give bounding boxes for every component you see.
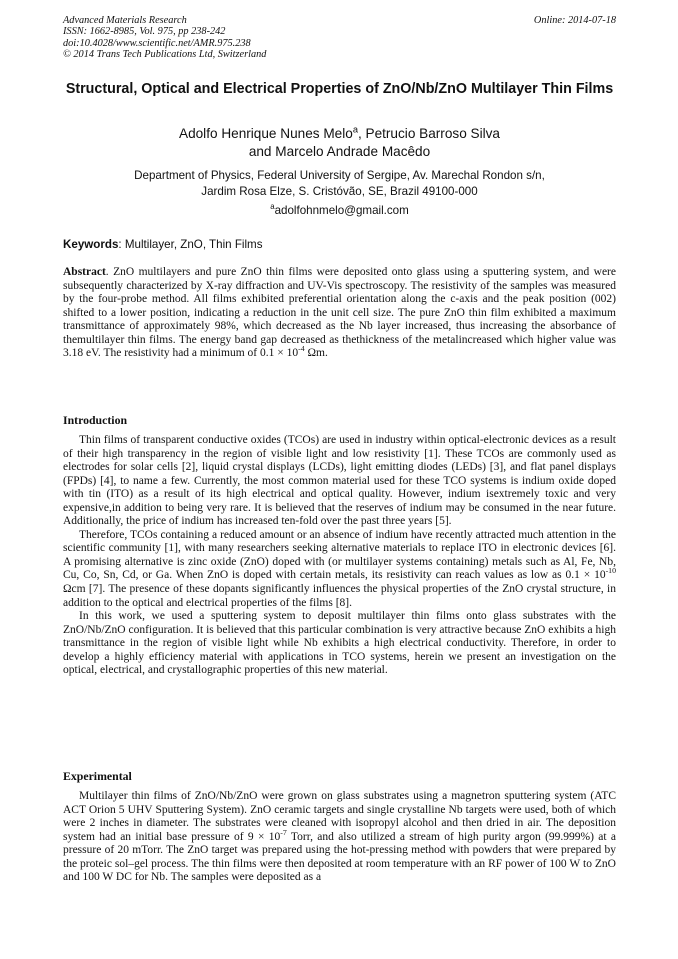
exp-p1-text: Multilayer thin films of ZnO/Nb/ZnO were grown on glass substrates using a magnetron sputtering system (ATC ACT Orion 5 UHV Sputtering System). ZnO ceramic targets and single crystalline Nb targets were used, both of which were 2 inches in diameter. The substrates were cleaned with isopropyl alcohol and then dried in air. The deposition system had an initial base pressure of 9 × 10 bbox=[63, 790, 616, 843]
section-heading-introduction: Introduction bbox=[63, 413, 128, 427]
intro-paragraph-2 bbox=[63, 529, 616, 610]
author-list bbox=[63, 125, 616, 161]
journal-doi: doi:10.4028/www.scientific.net/AMR.975.238 bbox=[63, 37, 251, 49]
abstract bbox=[63, 266, 616, 361]
keywords-label: Keywords bbox=[63, 238, 119, 251]
intro-p2-exponent: -10 bbox=[605, 566, 616, 576]
abstract-text-end: Ωm. bbox=[304, 347, 328, 360]
journal-copyright: © 2014 Trans Tech Publications Ltd, Switzerland bbox=[63, 49, 267, 61]
journal-issn: ISSN: 1662-8985, Vol. 975, pp 238-242 bbox=[63, 26, 226, 38]
author-line-2: and Marcelo Andrade Macêdo bbox=[248, 144, 431, 159]
email-address: adolfohnmelo@gmail.com bbox=[274, 204, 409, 217]
journal-header bbox=[63, 15, 616, 61]
keywords-text: : Multilayer, ZnO, Thin Films bbox=[118, 238, 263, 251]
author-name-2: , Petrucio Barroso Silva bbox=[357, 126, 500, 141]
intro-p2-text: Therefore, TCOs containing a reduced amount or an absence of indium have recently attracted much attention in the scientific community [1], with many researchers seeking alternative materials to replace ITO in electronic devices [6]. A promising alternative is zinc oxide (ZnO) doped with (or multilayer systems containing) metals such as Al, Fe, Nb, Cu, Co, Sn, Cd, or Ga. When ZnO is doped with certain metals, its resistivity can reach values as low as 0.1 × 10 bbox=[63, 528, 616, 582]
exp-p1-text-end: Torr, and also utilized a stream of high purity argon (99.999%) at a pressure of 20 mTorr. The ZnO target was prepared using the hot-pressing method with powders that were prepared by the proteic sol–gel process. The thin films were then deposited at room temperature with an RF power of 100 W to ZnO and 100 W DC for Nb. The samples were deposited as a bbox=[63, 830, 616, 884]
abstract-label: Abstract bbox=[63, 266, 106, 278]
journal-name: Advanced Materials Research bbox=[63, 15, 187, 26]
affiliation-line-1: Department of Physics, Federal University of Sergipe, Av. Marechal Rondon s/n, bbox=[134, 169, 545, 182]
abstract-text: . ZnO multilayers and pure ZnO thin films were deposited onto glass using a sputtering system, and were subsequently characterized by X-ray diffraction and UV-Vis spectroscopy. The resistivity of the samples was measured by the four-probe method. All films exhibited preferential orientation along the c-axis and the peak position (002) shifted to a lower position, indicating a reduction in the unit cell size. The pure ZnO thin film exhibited a maximum transmittance of approximately 98%, which decreased as the Nb layer increased, thus increasing the absorbance of themultilayer thin films. The energy band gap decreased as thethickness of the metalincreased which higher value was 3.18 eV. The resistivity had a minimum of 0.1 × 10 bbox=[63, 266, 616, 360]
affiliation bbox=[63, 168, 616, 199]
author-affil-marker: a bbox=[352, 124, 358, 135]
paper-title: Structural, Optical and Electrical Properties of ZnO/Nb/ZnO Multilayer Thin Films bbox=[65, 81, 614, 97]
experimental-body bbox=[63, 790, 616, 885]
experimental-paragraph-1 bbox=[63, 790, 616, 885]
intro-paragraph-1: Thin films of transparent conductive oxides (TCOs) are used in industry within optical-electronic devices as a result of their high transparency in the region of visible light and low resistivity [1]. These TCOs are commonly used as electrodes for solar cells [2], liquid crystal displays (LCDs), light emitting diodes (LEDs) [3], and flat panel displays (FPDs) [4], to name a few. Currently, the most common material used for these TCO systems is indium oxide doped with tin (ITO) as a result of its high electrical and optical quality. However, indium isextremely toxic and very expensive,in addition to being very rare. It is believed that the reserves of indium may be consumed in the near future. Additionally, the price of indium has increased ten-fold over the past three years [5]. bbox=[63, 434, 616, 528]
author-email bbox=[63, 204, 616, 217]
email-marker: a bbox=[270, 202, 275, 212]
abstract-exponent: -4 bbox=[298, 344, 305, 354]
section-heading-experimental: Experimental bbox=[63, 769, 132, 783]
author-name-1: Adolfo Henrique Nunes Melo bbox=[179, 126, 353, 141]
affiliation-line-2: Jardim Rosa Elze, S. Cristóvão, SE, Brazil 49100-000 bbox=[201, 184, 478, 198]
keywords bbox=[63, 238, 616, 251]
online-date: Online: 2014-07-18 bbox=[533, 15, 616, 26]
introduction-body bbox=[63, 434, 616, 678]
intro-paragraph-3: In this work, we used a sputtering system to deposit multilayer thin films onto glass substrates with the ZnO/Nb/ZnO configuration. It is believed that this particular combination is very attractive because ZnO exhibits a high transmittance in the region of visible light while Nb exhibits a high electrical conductivity. Therefore, in order to develop a highly efficiency material with applications in TCO systems, herein we present an investigation on the optical, electrical, and crystallographic properties of this new material. bbox=[63, 610, 616, 677]
author-line-1 bbox=[63, 125, 616, 143]
exp-p1-exponent: -7 bbox=[280, 827, 287, 837]
intro-p2-text-end: Ωcm [7]. The presence of these dopants significantly influences the physical properties of the ZnO crystal structure, in addition to the optical and electrical properties of the films [8]. bbox=[63, 583, 616, 609]
